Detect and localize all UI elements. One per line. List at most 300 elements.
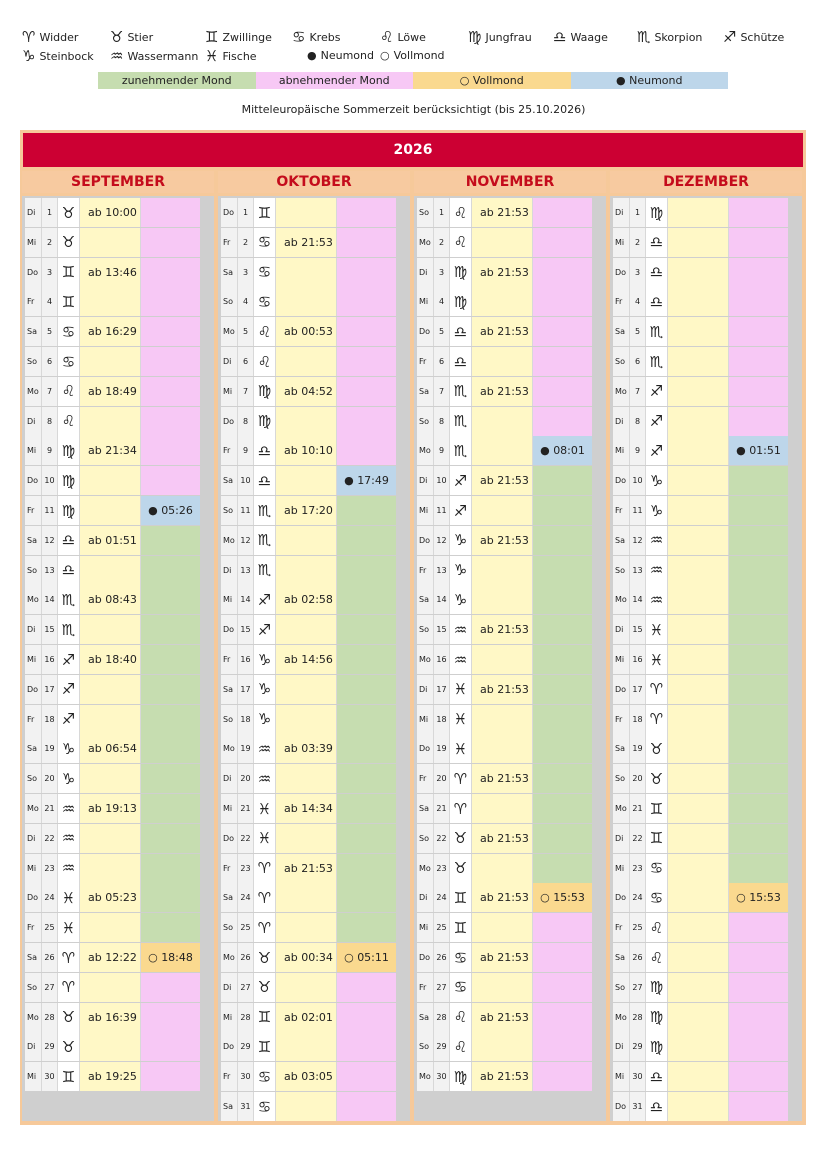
zodiac-sign-icon: ♓ — [58, 913, 80, 942]
moon-phase-cell — [533, 496, 592, 525]
sign-change-time — [668, 258, 729, 287]
day-row — [417, 317, 595, 346]
sign-change-time: ab 12:22 — [80, 943, 141, 972]
weekday: Mo — [25, 1003, 42, 1032]
sign-change-time: ab 21:53 — [472, 1062, 533, 1091]
weekday: Mi — [25, 436, 42, 465]
day-row — [221, 466, 399, 495]
zodiac-sign-icon: ♓ — [254, 794, 276, 823]
moon-phase-cell — [141, 347, 200, 376]
sign-change-time — [276, 883, 337, 912]
weekday: Sa — [613, 317, 630, 346]
zodiac-sign-icon: ♉ — [58, 1003, 80, 1032]
day-number: 27 — [630, 973, 646, 1002]
zodiac-sign-icon: ♐ — [646, 407, 668, 436]
day-number: 15 — [42, 615, 58, 644]
moon-phase-cell — [337, 615, 396, 644]
moon-phase-cell — [533, 973, 592, 1002]
day-row — [221, 973, 399, 1002]
day-row — [417, 496, 595, 525]
day-row — [613, 943, 791, 972]
phase-waxing: zunehmender Mond — [98, 72, 256, 89]
weekday: Do — [25, 466, 42, 495]
calendar-frame — [20, 130, 806, 1125]
sign-change-time — [668, 436, 729, 465]
sign-change-time — [668, 228, 729, 257]
sign-change-time — [472, 347, 533, 376]
weekday: Mi — [221, 377, 238, 406]
day-number: 18 — [434, 705, 450, 734]
moon-phase-cell — [729, 705, 788, 734]
sign-change-time — [668, 407, 729, 436]
weekday: Mi — [417, 913, 434, 942]
zodiac-sign-icon: ♒ — [58, 794, 80, 823]
weekday: Fr — [613, 913, 630, 942]
zodiac-sign-icon: ♈ — [450, 764, 472, 793]
zodiac-sign-icon: ♍ — [450, 1062, 472, 1091]
moon-phase-cell — [729, 228, 788, 257]
day-number: 26 — [630, 943, 646, 972]
weekday: Fr — [25, 496, 42, 525]
day-row — [221, 615, 399, 644]
day-number: 25 — [238, 913, 254, 942]
zodiac-sign-icon: ♍ — [58, 466, 80, 495]
day-row — [221, 1092, 399, 1121]
legend-label: Zwillinge — [222, 31, 272, 44]
sign-change-time — [276, 258, 337, 287]
month-grid — [610, 196, 802, 1121]
zodiac-sign-icon: ♎ — [646, 287, 668, 316]
day-row — [221, 1032, 399, 1061]
day-number: 20 — [434, 764, 450, 793]
zodiac-sign-icon: ♍ — [646, 1003, 668, 1032]
zodiac-sign-icon: ♍ — [646, 1032, 668, 1061]
moon-phase-cell — [337, 973, 396, 1002]
moon-phase-cell — [729, 1003, 788, 1032]
zodiac-sign-icon: ♒ — [254, 734, 276, 763]
day-number: 18 — [238, 705, 254, 734]
weekday: So — [25, 556, 42, 585]
weekday: Do — [613, 675, 630, 704]
sign-change-time — [668, 1003, 729, 1032]
day-row — [25, 824, 203, 853]
zodiac-sign-icon: ♒ — [450, 645, 472, 674]
day-row — [417, 585, 595, 614]
virgo-icon: ♍ — [468, 28, 482, 46]
weekday: So — [25, 764, 42, 793]
weekday: Sa — [417, 1003, 434, 1032]
month-grid — [22, 196, 214, 1121]
sign-change-time — [472, 228, 533, 257]
day-number: 27 — [42, 973, 58, 1002]
sign-change-time — [276, 973, 337, 1002]
day-number: 20 — [630, 764, 646, 793]
weekday: Mi — [613, 645, 630, 674]
sign-change-time: ab 02:58 — [276, 585, 337, 614]
zodiac-sign-icon: ♊ — [646, 794, 668, 823]
sign-change-time — [472, 973, 533, 1002]
sign-change-time — [668, 764, 729, 793]
zodiac-sign-icon: ♌ — [450, 1003, 472, 1032]
sign-change-time — [80, 407, 141, 436]
weekday: Do — [417, 943, 434, 972]
day-number: 23 — [434, 854, 450, 883]
moon-phase-cell — [533, 1062, 592, 1091]
zodiac-sign-icon: ♋ — [450, 943, 472, 972]
day-number: 19 — [630, 734, 646, 763]
sign-change-time: ab 21:53 — [472, 526, 533, 555]
pisces-icon: ♓ — [205, 47, 219, 65]
day-row — [613, 466, 791, 495]
moon-phase-cell — [533, 615, 592, 644]
moon-phase-cell — [141, 824, 200, 853]
weekday: Fr — [613, 287, 630, 316]
day-number: 3 — [42, 258, 58, 287]
day-number: 28 — [434, 1003, 450, 1032]
day-number: 20 — [238, 764, 254, 793]
sign-change-time — [276, 1032, 337, 1061]
day-number: 9 — [238, 436, 254, 465]
weekday: So — [613, 973, 630, 1002]
month-title: OKTOBER — [218, 171, 410, 193]
day-row — [613, 645, 791, 674]
month-title: SEPTEMBER — [22, 171, 214, 193]
day-row — [613, 883, 791, 912]
day-row — [221, 675, 399, 704]
day-number: 8 — [434, 407, 450, 436]
moon-phase-cell — [337, 436, 396, 465]
day-number: 13 — [630, 556, 646, 585]
zodiac-sign-icon: ♉ — [450, 854, 472, 883]
zodiac-sign-icon: ♐ — [646, 377, 668, 406]
dst-note: Mitteleuropäische Sommerzeit berücksichtigt (bis 25.10.2026) — [241, 103, 586, 116]
legend-skorpion — [637, 30, 702, 45]
moon-phase-cell — [337, 526, 396, 555]
day-row — [417, 943, 595, 972]
legend-label: Wassermann — [127, 50, 199, 63]
day-number: 27 — [238, 973, 254, 1002]
day-row — [417, 705, 595, 734]
weekday: Mo — [417, 436, 434, 465]
day-row — [417, 1003, 595, 1032]
day-number: 10 — [630, 466, 646, 495]
zodiac-sign-icon: ♋ — [254, 258, 276, 287]
weekday: So — [613, 347, 630, 376]
day-row — [25, 377, 203, 406]
moon-phase-cell — [533, 913, 592, 942]
day-row — [221, 913, 399, 942]
moon-phase-cell: ● 05:26 — [141, 496, 200, 525]
sign-change-time — [668, 854, 729, 883]
sign-change-time — [668, 824, 729, 853]
zodiac-sign-icon: ♒ — [646, 526, 668, 555]
zodiac-sign-icon: ♑ — [254, 705, 276, 734]
moon-phase-cell — [533, 824, 592, 853]
day-row — [613, 824, 791, 853]
zodiac-sign-icon: ♈ — [58, 943, 80, 972]
legend-label: Schütze — [740, 31, 785, 44]
weekday: Mi — [25, 1062, 42, 1091]
day-row — [613, 973, 791, 1002]
day-number: 18 — [42, 705, 58, 734]
moon-phase-cell: ○ 05:11 — [337, 943, 396, 972]
zodiac-sign-icon: ♍ — [450, 287, 472, 316]
moon-phase-cell — [729, 347, 788, 376]
day-number: 11 — [238, 496, 254, 525]
moon-phase-cell — [141, 615, 200, 644]
weekday: So — [613, 764, 630, 793]
day-number: 17 — [630, 675, 646, 704]
zodiac-sign-icon: ♍ — [254, 407, 276, 436]
weekday: Sa — [417, 585, 434, 614]
day-row — [25, 794, 203, 823]
weekday: Mo — [613, 1003, 630, 1032]
zodiac-sign-icon: ♐ — [58, 705, 80, 734]
moon-phase-cell — [141, 1032, 200, 1061]
sign-change-time: ab 16:39 — [80, 1003, 141, 1032]
zodiac-sign-icon: ♏ — [646, 347, 668, 376]
day-row — [25, 287, 203, 316]
day-number: 12 — [630, 526, 646, 555]
sign-change-time: ab 10:10 — [276, 436, 337, 465]
weekday: Mo — [25, 585, 42, 614]
sign-change-time: ab 21:53 — [472, 198, 533, 227]
zodiac-sign-icon: ♋ — [646, 854, 668, 883]
day-row — [221, 198, 399, 227]
sign-change-time: ab 13:46 — [80, 258, 141, 287]
weekday: So — [25, 973, 42, 1002]
day-number: 25 — [434, 913, 450, 942]
day-row — [613, 258, 791, 287]
day-row — [221, 645, 399, 674]
day-row — [613, 496, 791, 525]
day-row — [613, 734, 791, 763]
zodiac-sign-icon: ♈ — [254, 913, 276, 942]
moon-phase-cell — [337, 198, 396, 227]
day-row — [25, 854, 203, 883]
taurus-icon: ♉ — [110, 28, 124, 46]
moon-phase-cell — [729, 198, 788, 227]
weekday: Sa — [417, 794, 434, 823]
day-row — [25, 883, 203, 912]
day-row — [613, 377, 791, 406]
legend-wassermann — [110, 49, 198, 64]
sign-change-time — [80, 287, 141, 316]
day-row — [613, 764, 791, 793]
day-number: 26 — [434, 943, 450, 972]
zodiac-sign-icon: ♋ — [58, 347, 80, 376]
day-number: 22 — [238, 824, 254, 853]
moon-phase-cell — [141, 734, 200, 763]
moon-phase-cell — [141, 794, 200, 823]
moon-phase-cell — [141, 1062, 200, 1091]
zodiac-sign-icon: ♋ — [254, 287, 276, 316]
zodiac-sign-icon: ♏ — [58, 615, 80, 644]
day-number: 6 — [238, 347, 254, 376]
weekday: Mo — [417, 228, 434, 257]
zodiac-sign-icon: ♓ — [254, 824, 276, 853]
day-row — [613, 1032, 791, 1061]
month-title: DEZEMBER — [610, 171, 802, 193]
day-number: 14 — [238, 585, 254, 614]
day-row — [221, 943, 399, 972]
day-row — [221, 1062, 399, 1091]
sign-change-time: ab 01:51 — [80, 526, 141, 555]
zodiac-sign-icon: ♎ — [254, 466, 276, 495]
moon-phase-cell — [533, 526, 592, 555]
zodiac-sign-icon: ♒ — [254, 764, 276, 793]
sign-change-time — [80, 347, 141, 376]
sign-change-time: ab 00:53 — [276, 317, 337, 346]
day-number: 1 — [238, 198, 254, 227]
sign-change-time — [80, 973, 141, 1002]
day-row — [613, 705, 791, 734]
day-number: 22 — [630, 824, 646, 853]
moon-phase-cell — [533, 764, 592, 793]
day-row — [221, 824, 399, 853]
moon-phase-cell — [533, 347, 592, 376]
day-number: 31 — [238, 1092, 254, 1121]
sign-change-time — [668, 675, 729, 704]
day-row — [417, 407, 595, 436]
weekday: Do — [417, 526, 434, 555]
zodiac-sign-icon: ♓ — [450, 675, 472, 704]
moon-phase-cell — [141, 1003, 200, 1032]
day-number: 5 — [630, 317, 646, 346]
day-row — [25, 258, 203, 287]
sign-change-time — [80, 496, 141, 525]
day-row — [221, 883, 399, 912]
weekday: Mo — [417, 854, 434, 883]
moon-phase-cell — [729, 526, 788, 555]
weekday: Di — [613, 824, 630, 853]
zodiac-sign-icon: ♏ — [450, 407, 472, 436]
day-row — [221, 734, 399, 763]
phase-new: ● Neumond — [571, 72, 729, 89]
sign-change-time — [276, 913, 337, 942]
zodiac-sign-icon: ♎ — [646, 228, 668, 257]
weekday: Di — [25, 407, 42, 436]
day-number: 4 — [434, 287, 450, 316]
sign-change-time: ab 21:53 — [472, 764, 533, 793]
sign-change-time — [472, 1032, 533, 1061]
weekday: Mo — [417, 1062, 434, 1091]
day-row — [221, 287, 399, 316]
moon-phase-cell — [533, 228, 592, 257]
sign-change-time — [668, 198, 729, 227]
day-number: 22 — [434, 824, 450, 853]
zodiac-sign-icon: ♏ — [254, 496, 276, 525]
zodiac-sign-icon: ♑ — [646, 466, 668, 495]
day-row — [613, 1062, 791, 1091]
moon-phase-cell — [337, 824, 396, 853]
day-number: 13 — [434, 556, 450, 585]
day-row — [221, 854, 399, 883]
day-number: 14 — [630, 585, 646, 614]
day-row — [613, 526, 791, 555]
day-row — [221, 556, 399, 585]
weekday: Do — [221, 407, 238, 436]
sign-change-time: ab 18:49 — [80, 377, 141, 406]
sign-change-time: ab 00:34 — [276, 943, 337, 972]
sign-change-time — [668, 1062, 729, 1091]
day-number: 24 — [434, 883, 450, 912]
day-row — [417, 526, 595, 555]
sign-change-time: ab 08:43 — [80, 585, 141, 614]
day-number: 12 — [238, 526, 254, 555]
moon-phase-cell — [729, 258, 788, 287]
month-title: NOVEMBER — [414, 171, 606, 193]
weekday: Do — [613, 258, 630, 287]
day-number: 24 — [238, 883, 254, 912]
zodiac-sign-icon: ♏ — [58, 585, 80, 614]
zodiac-sign-icon: ♑ — [450, 556, 472, 585]
zodiac-sign-icon: ♎ — [646, 258, 668, 287]
moon-phase-cell — [141, 466, 200, 495]
moon-phase-legend — [98, 72, 728, 89]
phase-full: ○ Vollmond — [413, 72, 571, 89]
legend-row-2 — [22, 49, 802, 68]
legend-vollmond — [380, 49, 445, 62]
day-number: 29 — [434, 1032, 450, 1061]
sign-change-time — [668, 943, 729, 972]
day-number: 6 — [434, 347, 450, 376]
moon-phase-cell: ○ 15:53 — [729, 883, 788, 912]
day-number: 7 — [434, 377, 450, 406]
weekday: Do — [417, 734, 434, 763]
moon-phase-cell — [337, 645, 396, 674]
legend-loewe — [380, 30, 426, 45]
day-number: 13 — [42, 556, 58, 585]
moon-phase-cell — [141, 287, 200, 316]
zodiac-sign-icon: ♋ — [450, 973, 472, 1002]
zodiac-sign-icon: ♍ — [58, 436, 80, 465]
moon-phase-cell — [729, 496, 788, 525]
moon-phase-cell — [141, 585, 200, 614]
sign-change-time: ab 21:53 — [472, 824, 533, 853]
day-number: 28 — [238, 1003, 254, 1032]
zodiac-sign-icon: ♒ — [58, 854, 80, 883]
sign-change-time — [472, 794, 533, 823]
day-number: 19 — [434, 734, 450, 763]
moon-phase-cell — [533, 556, 592, 585]
zodiac-sign-icon: ♌ — [58, 407, 80, 436]
weekday: Sa — [221, 1092, 238, 1121]
sign-change-time — [668, 1092, 729, 1121]
sign-change-time — [276, 287, 337, 316]
day-row — [417, 794, 595, 823]
sign-change-time — [276, 198, 337, 227]
day-row — [417, 228, 595, 257]
weekday: Do — [613, 883, 630, 912]
moon-phase-cell — [533, 377, 592, 406]
day-number: 12 — [434, 526, 450, 555]
day-row — [613, 913, 791, 942]
weekday: Mo — [221, 943, 238, 972]
weekday: Mi — [613, 1062, 630, 1091]
day-row — [417, 645, 595, 674]
sign-change-time: ab 21:53 — [472, 377, 533, 406]
weekday: Do — [613, 1092, 630, 1121]
zodiac-sign-icon: ♌ — [58, 377, 80, 406]
zodiac-sign-icon: ♐ — [58, 645, 80, 674]
day-number: 21 — [238, 794, 254, 823]
day-row — [25, 526, 203, 555]
sign-change-time: ab 05:23 — [80, 883, 141, 912]
zodiac-sign-icon: ♏ — [450, 377, 472, 406]
day-row — [25, 228, 203, 257]
sign-change-time — [668, 496, 729, 525]
